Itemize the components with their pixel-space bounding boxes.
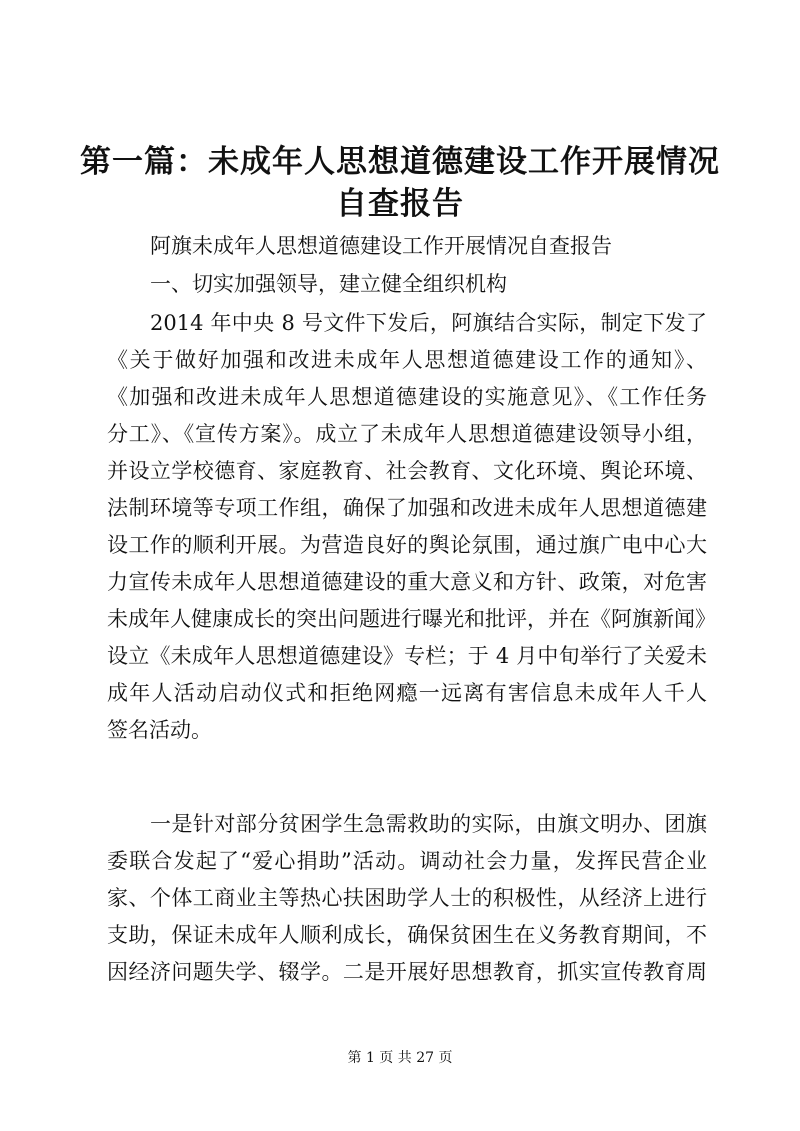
paragraph-line: 《加强和改进未成年人思想道德建设的实施意见》、《工作任务 — [107, 385, 707, 409]
document-subtitle: 阿旗未成年人思想道德建设工作开展情况自查报告 — [150, 234, 612, 258]
page-number-footer: 第 1 页 共 27 页 — [347, 1050, 453, 1066]
paragraph-line: 设立《未成年人思想道德建设》专栏；于 4 月中旬举行了关爱未 — [107, 644, 707, 668]
paragraph-line: 《关于做好加强和改进未成年人思想道德建设工作的通知》、 — [107, 348, 707, 372]
paragraph-line: 签名活动。 — [107, 718, 212, 742]
paragraph-line: 力宣传未成年人思想道德建设的重大意义和方针、政策，对危害 — [107, 570, 707, 594]
paragraph-line: 并设立学校德育、家庭教育、社会教育、文化环境、舆论环境、 — [107, 459, 707, 483]
paragraph-line: 法制环境等专项工作组，确保了加强和改进未成年人思想道德建 — [107, 496, 707, 520]
paragraph-line: 家、个体工商业主等热心扶困助学人士的积极性，从经济上进行 — [107, 886, 707, 910]
paragraph-line: 支助，保证未成年人顺利成长，确保贫困生在义务教育期间，不 — [107, 923, 707, 947]
paragraph-1 — [107, 305, 716, 749]
document-title-line-2: 自查报告 — [336, 186, 464, 222]
section-heading-1: 一、切实加强领导，建立健全组织机构 — [150, 272, 507, 296]
paragraph-line: 2014 年中央 8 号文件下发后，阿旗结合实际，制定下发了 — [150, 311, 707, 335]
paragraph-line: 委联合发起了“爱心捐助”活动。调动社会力量，发挥民营企业 — [107, 849, 707, 873]
paragraph-line: 成年人活动启动仪式和拒绝网瘾一远离有害信息未成年人千人 — [107, 681, 707, 705]
paragraph-line: 未成年人健康成长的突出问题进行曝光和批评，并在《阿旗新闻》 — [107, 607, 716, 631]
paragraph-2 — [107, 806, 707, 991]
document-title-line-1: 第一篇：未成年人思想道德建设工作开展情况 — [80, 144, 720, 180]
paragraph-line: 因经济问题失学、辍学。二是开展好思想教育，抓实宣传教育周 — [107, 960, 707, 984]
paragraph-line: 一是针对部分贫困学生急需救助的实际，由旗文明办、团旗 — [150, 812, 707, 836]
paragraph-line: 分工》、《宣传方案》。成立了未成年人思想道德建设领导小组， — [107, 422, 707, 446]
paragraph-line: 设工作的顺利开展。为营造良好的舆论氛围，通过旗广电中心大 — [107, 533, 707, 557]
